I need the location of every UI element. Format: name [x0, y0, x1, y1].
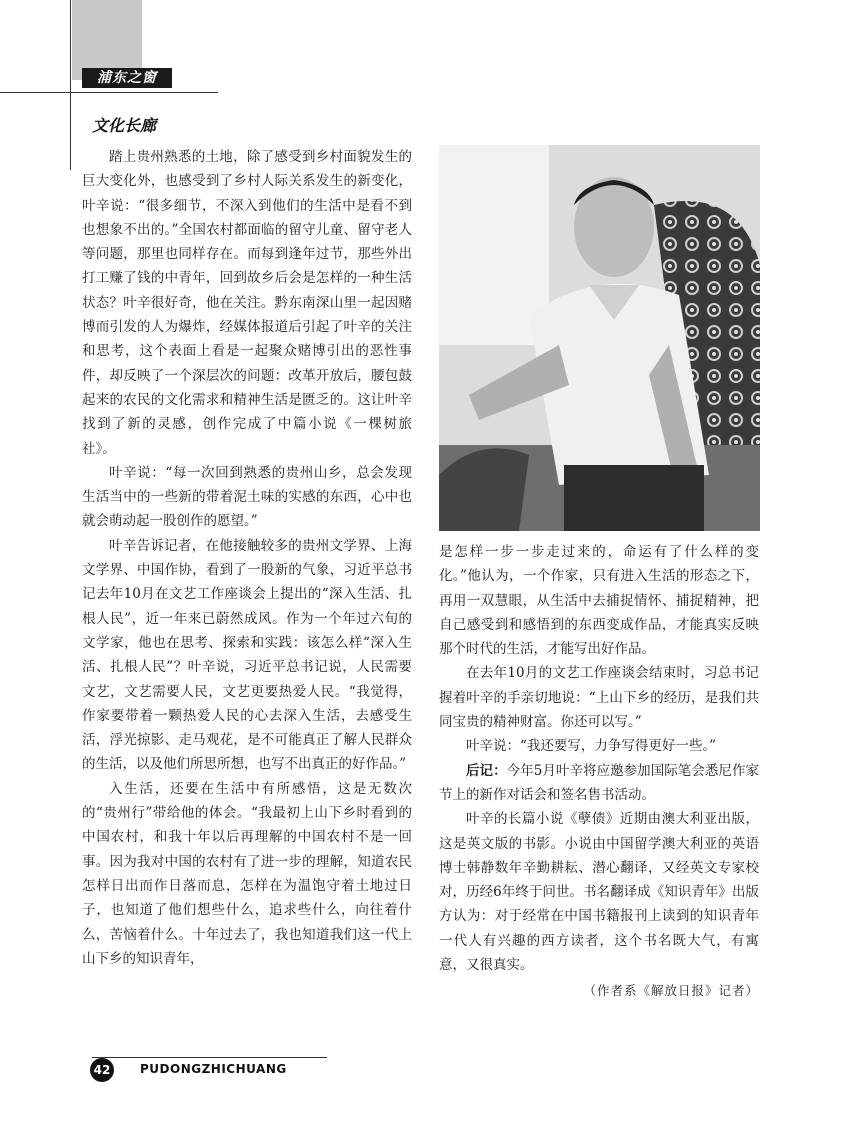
paragraph: 叶辛说：“每一次回到熟悉的贵州山乡，总会发现生活当中的一些新的带着泥土味的实感的东西，心中也就会萌动起一股创作的愿望。” [82, 464, 412, 530]
section-title: 文化长廊 [92, 116, 157, 135]
header-vertical-rule [70, 0, 71, 170]
paragraph: 入生活，还要在生活中有所感悟，这是无数次的“贵州行”带给他的体会。“我最初上山下乡时看到的中国农村，和我十年以后再理解的中国农村不是一回事。因为我对中国的农村有了进一步的理解，知道农民怎样日出而作日落而息，怎样在为温饱守着土地过日子，也知道了他们想些什么，追求些什么，向往着什么，苦恼着什么。十年过去了，我也知道我们这一代上山下乡的知识青年， [82, 780, 412, 967]
portrait-illustration [439, 145, 760, 531]
paragraph: 叶辛告诉记者，在他接触较多的贵州文学界、上海文学界、中国作协，看到了一股新的气象，习近平总书记去年10月在文艺工作座谈会上提出的“深入生活、扎根人民”，近一年来已蔚然成风。作为一个年过六旬的文学家，他也在思考、探索和实践：该怎么样“深入生活、扎根人民”？叶辛说，习近平总书记说，人民需要文艺，文艺需要人民，文艺更要热爱人民。“我觉得，作家要带着一颗热爱人民的心去深入生活，去感受生活，浮光掠影、走马观花，是不可能真正了解人民群众的生活，以及他们所思所想，也写不出真正的好作品。” [82, 537, 412, 773]
footer-rule [92, 1057, 327, 1058]
left-column [82, 145, 412, 971]
magazine-logo: 浦东之窗 [82, 68, 172, 88]
header-horizontal-rule [0, 92, 218, 93]
paragraph: 叶辛说：“我还要写，力争写得更好一些。” [466, 738, 717, 755]
byline: （作者系《解放日报》记者） [583, 983, 759, 999]
postscript-text: 今年5月叶辛将应邀参加国际笔会悉尼作家节上的新作对话会和签名售书活动。 [439, 762, 760, 803]
paragraph: 是怎样一步一步走过来的，命运有了什么样的变化。”他认为，一个作家，只有进入生活的形态之下，再用一双慧眼，从生活中去捕捉情怀、捕捉精神，把自己感受到和感悟到的东西变成作品，才能真实反映那个时代的生活，才能写出好作品。 [439, 544, 759, 658]
paragraph: 叶辛的长篇小说《孽债》近期由澳大利亚出版，这是英文版的书影。小说由中国留学澳大利亚的英语博士韩静数年辛勤耕耘、潜心翻译，又经英文专家校对，历经6年终于问世。书名翻译成《知识青年》出版方认为：对于经常在中国书籍报刊上读到的知识青年一代人有兴趣的西方读者，这个书名既大气，有寓意，又很真实。 [439, 811, 759, 974]
postscript-label: 后记： [466, 762, 507, 779]
footer-magazine-name: PUDONGZHICHUANG [140, 1062, 287, 1076]
paragraph: 踏上贵州熟悉的土地，除了感受到乡村面貌发生的巨大变化外，也感受到了乡村人际关系发生的新变化，叶辛说：“很多细节，不深入到他们的生活中是看不到也想象不出的。”全国农村都面临的留守儿童、留守老人等问题，那里也同样存在。而每到逢年过节，那些外出打工赚了钱的中青年，回到故乡后会是怎样的一种生活状态？叶辛很好奇，他在关注。黔东南深山里一起因赌博而引发的人为爆炸，经媒体报道后引起了叶辛的关注和思考，这个表面上看是一起聚众赌博引出的恶性事件，却反映了一个深层次的问题：改革开放后，腰包鼓起来的农民的文化需求和精神生活是匮乏的。这让叶辛找到了新的灵感，创作完成了中篇小说《一棵树旅社》。 [82, 149, 412, 457]
paragraph: 在去年10月的文艺工作座谈会结束时，习总书记握着叶辛的手亲切地说：“上山下乡的经历，是我们共同宝贵的精神财富。你还可以写。” [439, 665, 759, 731]
postscript [439, 759, 759, 808]
portrait-photo [439, 145, 760, 531]
page-number: 42 [90, 1058, 114, 1082]
right-column [439, 540, 759, 1004]
